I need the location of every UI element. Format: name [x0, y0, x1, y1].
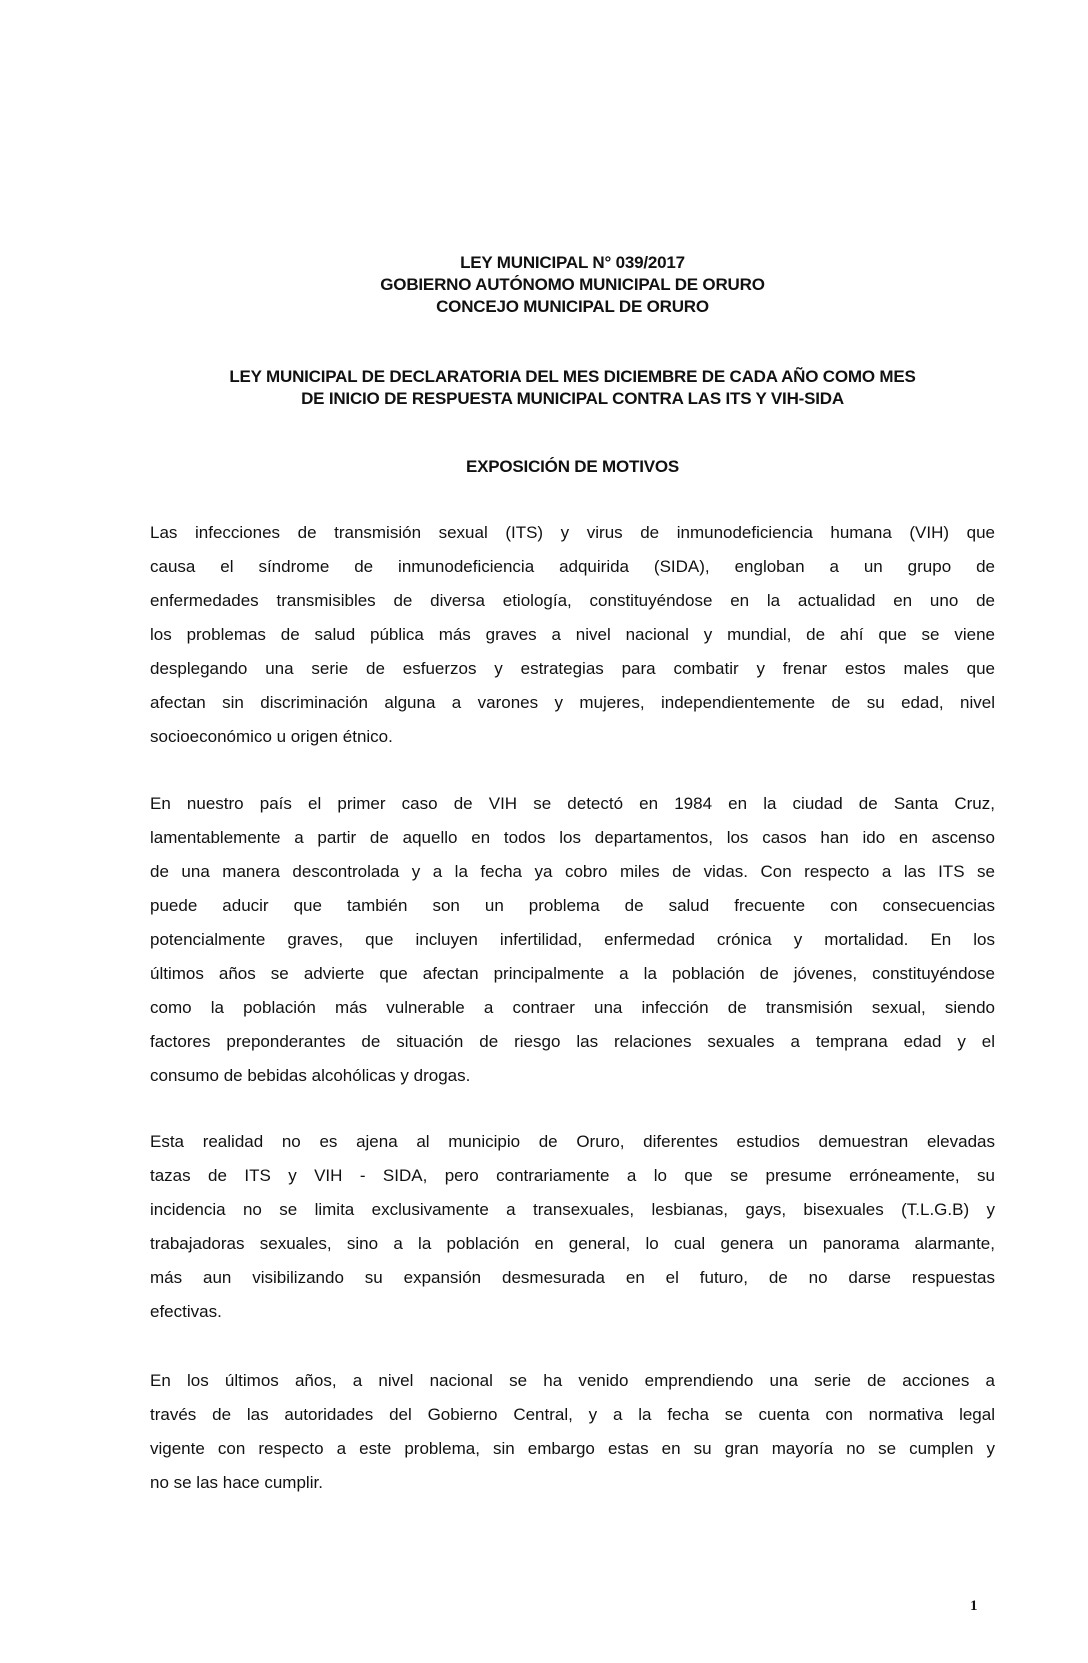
paragraph-line: más aun visibilizando su expansión desmesurada en el futuro, de no darse respuestas [150, 1268, 995, 1287]
paragraph-line: efectivas. [150, 1302, 222, 1321]
paragraph-2 [150, 787, 995, 1093]
paragraph-line: consumo de bebidas alcohólicas y drogas. [150, 1066, 471, 1085]
paragraph-line: causa el síndrome de inmunodeficiencia adquirida (SIDA), engloban a un grupo de [150, 557, 995, 576]
paragraph-line: como la población más vulnerable a contraer una infección de transmisión sexual, siendo [150, 998, 995, 1017]
section-title [150, 456, 995, 478]
law-title [150, 366, 995, 410]
paragraph-line: Las infecciones de transmisión sexual (ITS) y virus de inmunodeficiencia humana (VIH) que [150, 523, 995, 542]
paragraph-line: no se las hace cumplir. [150, 1473, 323, 1492]
paragraph-1 [150, 516, 995, 754]
section-title-text: EXPOSICIÓN DE MOTIVOS [465, 457, 680, 476]
law-header [150, 252, 995, 318]
paragraph-line: potencialmente graves, que incluyen infertilidad, enfermedad crónica y mortalidad. En los [150, 930, 995, 949]
paragraph-3 [150, 1125, 995, 1329]
council-name: CONCEJO MUNICIPAL DE ORURO [436, 297, 709, 316]
paragraph-line: enfermedades transmisibles de diversa etiología, constituyéndose en la actualidad en uno de [150, 591, 995, 610]
paragraph-line: En los últimos años, a nivel nacional se ha venido emprendiendo una serie de acciones a [150, 1371, 995, 1390]
paragraph-line: afectan sin discriminación alguna a varones y mujeres, independientemente de su edad, nivel [150, 693, 995, 712]
paragraph-line: lamentablemente a partir de aquello en todos los departamentos, los casos han ido en ascenso [150, 828, 995, 847]
law-title-line-1: LEY MUNICIPAL DE DECLARATORIA DEL MES DICIEMBRE DE CADA AÑO COMO MES [229, 367, 916, 386]
paragraph-line: Esta realidad no es ajena al municipio de Oruro, diferentes estudios demuestran elevadas [150, 1132, 995, 1151]
law-number: LEY MUNICIPAL N° 039/2017 [460, 253, 685, 272]
paragraph-line: los problemas de salud pública más graves a nivel nacional y mundial, de ahí que se viene [150, 625, 995, 644]
paragraph-line: últimos años se advierte que afectan principalmente a la población de jóvenes, constituyéndose [150, 964, 995, 983]
paragraph-line: incidencia no se limita exclusivamente a transexuales, lesbianas, gays, bisexuales (T.L.G.B) y [150, 1200, 995, 1219]
paragraph-line: puede aducir que también son un problema de salud frecuente con consecuencias [150, 896, 995, 915]
page-number: 1 [970, 1598, 978, 1614]
paragraph-line: tazas de ITS y VIH - SIDA, pero contrariamente a lo que se presume erróneamente, su [150, 1166, 995, 1185]
paragraph-line: En nuestro país el primer caso de VIH se detectó en 1984 en la ciudad de Santa Cruz, [150, 794, 995, 813]
government-name: GOBIERNO AUTÓNOMO MUNICIPAL DE ORURO [380, 275, 765, 294]
paragraph-line: vigente con respecto a este problema, sin embargo estas en su gran mayoría no se cumplen y [150, 1439, 995, 1458]
paragraph-line: trabajadoras sexuales, sino a la población en general, lo cual genera un panorama alarmante, [150, 1234, 995, 1253]
law-title-line-2: DE INICIO DE RESPUESTA MUNICIPAL CONTRA LAS ITS Y VIH-SIDA [301, 389, 844, 408]
paragraph-line: factores preponderantes de situación de riesgo las relaciones sexuales a temprana edad y el [150, 1032, 995, 1051]
paragraph-line: través de las autoridades del Gobierno Central, y a la fecha se cuenta con normativa legal [150, 1405, 995, 1424]
paragraph-4 [150, 1364, 995, 1500]
paragraph-line: desplegando una serie de esfuerzos y estrategias para combatir y frenar estos males que [150, 659, 995, 678]
paragraph-line: socioeconómico u origen étnico. [150, 727, 393, 746]
paragraph-line: de una manera descontrolada y a la fecha ya cobro miles de vidas. Con respecto a las ITS se [150, 862, 995, 881]
